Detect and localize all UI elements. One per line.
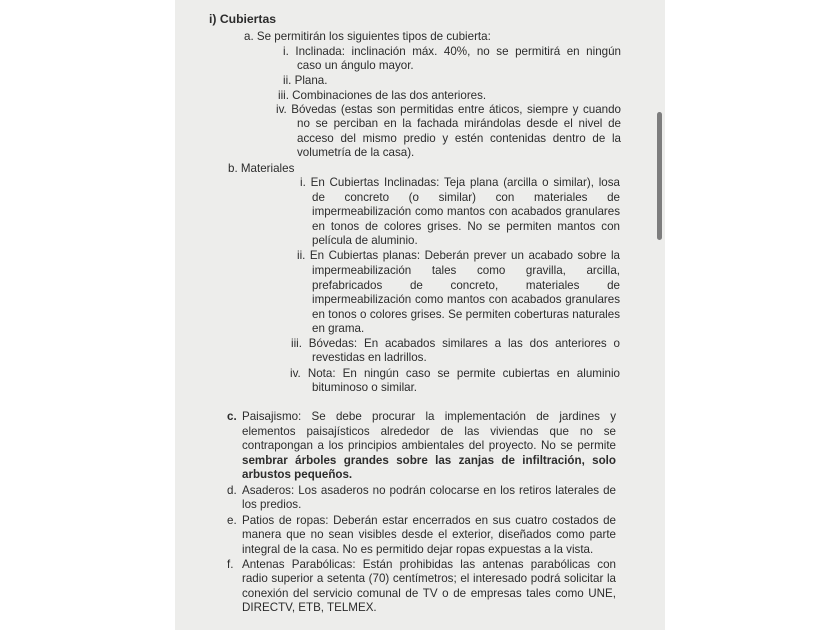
item-f-label: f.	[227, 558, 234, 571]
b-item-ii-line-1: ii. En Cubiertas planas: Deberán prever un acabado sobre la	[297, 249, 620, 262]
b-item-ii-line-2: impermeabilización tales como gravilla, arcilla,	[312, 264, 620, 277]
item-d-label: d.	[227, 484, 237, 497]
b-item-i-line-5: película de aluminio.	[312, 234, 418, 247]
a-item-ii: ii. Plana.	[283, 74, 328, 87]
b-item-iii-line-2: revestidas en ladrillos.	[312, 351, 427, 364]
item-e-label: e.	[227, 514, 237, 527]
item-c-line-4: sembrar árboles grandes sobre las zanjas de infiltración, solo	[242, 454, 616, 467]
item-f-line-3: conexión del servicio comunal de TV o de empresas tales como UNE,	[242, 587, 616, 600]
item-d-line-2: los predios.	[242, 498, 302, 511]
b-item-i-line-3: impermeabilización como mantos con acabados granulares	[312, 205, 620, 218]
a-item-iv-line-1: iv. Bóvedas (estas son permitidas entre áticos, siempre y cuando	[276, 103, 621, 116]
item-f-line-2: radio superior a setenta (70) centímetros; el interesado podrá solicitar la	[242, 572, 616, 585]
b-item-iv-line-1: iv. Nota: En ningún caso se permite cubiertas en aluminio	[290, 367, 620, 380]
section-title: i) Cubiertas	[209, 12, 277, 26]
subsection-a-intro: a. Se permitirán los siguientes tipos de cubierta:	[244, 30, 491, 43]
a-item-iv-line-4: volumetría de la casa).	[297, 146, 415, 159]
b-item-ii-line-3: prefabricados de concreto, materiales de	[312, 279, 620, 292]
a-item-i-line-1: i. Inclinada: inclinación máx. 40%, no se permitirá en ningún	[283, 45, 621, 58]
a-item-iv-line-3: acceso del mismo predio y estén contenidas dentro de la	[297, 132, 621, 145]
item-c-line-3: contrapongan a los principios ambientales del proyecto. No se permite	[242, 439, 616, 452]
scrollbar[interactable]	[657, 112, 662, 240]
item-f-line-4: DIRECTV, ETB, TELMEX.	[242, 601, 377, 614]
item-c-label: c.	[227, 410, 237, 423]
b-item-i-line-4: en tonos de colores grises. No se permiten mantos con	[312, 220, 620, 233]
item-e-line-1: Patios de ropas: Deberán estar encerrados en sus cuatro costados de	[242, 514, 616, 527]
item-c-line-5: arbustos pequeños.	[242, 468, 353, 481]
a-item-iv-line-2: no se perciban en la fachada mirándolas desde el nivel de	[297, 117, 621, 130]
b-item-i-line-2: de concreto (o similar) con materiales de	[312, 191, 620, 204]
a-item-i-line-2: caso un ángulo mayor.	[297, 59, 414, 72]
b-item-iv-line-2: bituminoso o similar.	[312, 381, 418, 394]
b-item-ii-line-5: en tonos o colores grises. Se permiten coberturas naturales	[312, 308, 620, 321]
b-item-ii-line-6: en grama.	[312, 322, 365, 335]
subsection-b-title: b. Materiales	[228, 162, 295, 175]
item-c-line-1: Paisajismo: Se debe procurar la implementación de jardines y	[242, 410, 616, 423]
b-item-ii-line-4: impermeabilización como mantos con acabados granulares	[312, 293, 620, 306]
item-f-line-1: Antenas Parabólicas: Están prohibidas las antenas parabólicas con	[242, 558, 616, 571]
item-e-line-3: integral de la casa. No es permitido dejar ropas expuestas a la vista.	[242, 543, 594, 556]
item-c-line-2: elementos paisajísticos alrededor de las viviendas que no se	[242, 425, 616, 438]
item-e-line-2: manera que no sean visibles desde el exterior, diseñados como parte	[242, 528, 616, 541]
b-item-iii-line-1: iii. Bóvedas: En acabados similares a las dos anteriores o	[291, 337, 620, 350]
b-item-i-line-1: i. En Cubiertas Inclinadas: Teja plana (arcilla o similar), losa	[300, 176, 620, 189]
a-item-iii: iii. Combinaciones de las dos anteriores.	[278, 89, 487, 102]
item-d-line-1: Asaderos: Los asaderos no podrán colocarse en los retiros laterales de	[242, 484, 616, 497]
